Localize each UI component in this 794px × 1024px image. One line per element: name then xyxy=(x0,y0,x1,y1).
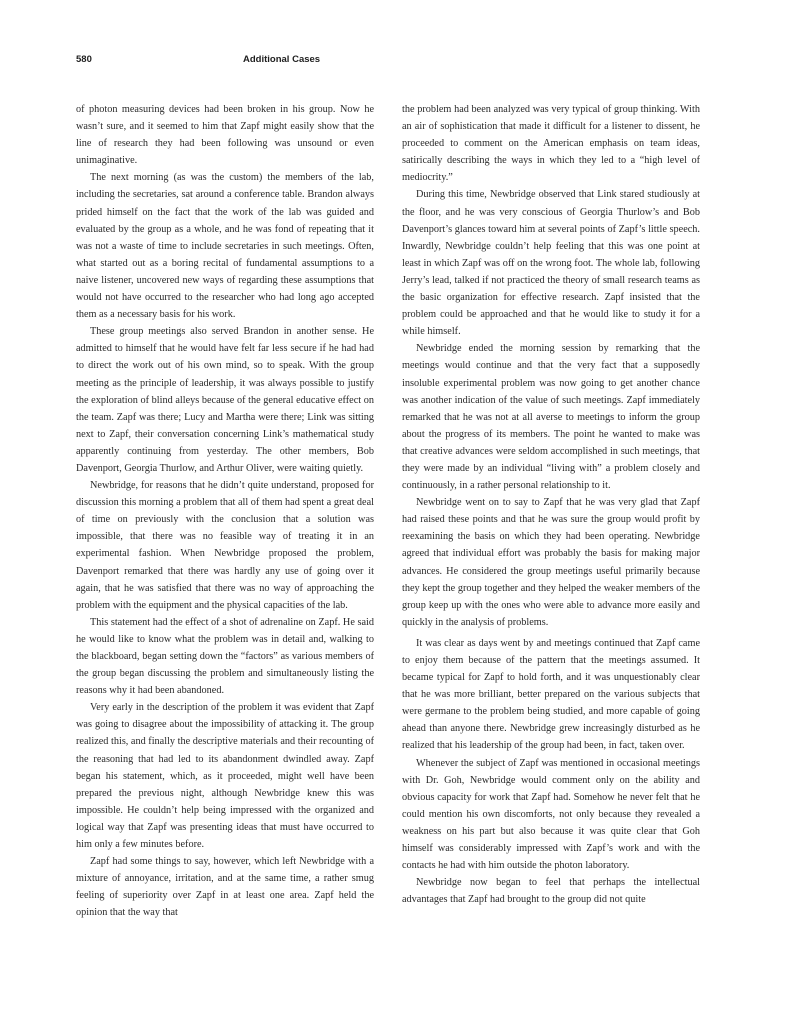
paragraph: the problem had been analyzed was very typical of group thinking. With an air of sophistication that made it difficult for a listener to dissent, he proceeded to comment on the American emphasis on team ideas, satirically describing the ways in which they led to a “high level of mediocrity.” xyxy=(402,104,700,184)
paragraph: This statement had the effect of a shot of adrenaline on Zapf. He said he would like to know what the problem was in detail and, walking to the blackboard, began setting down the “factors” as various members of the group began discussing the problem and simultaneously listing the reasons why it had been abandoned. xyxy=(76,616,374,697)
paragraph: The next morning (as was the custom) the members of the lab, including the secretaries, sat around a conference table. Brandon always prided himself on the fact that the work of the lab was guided and evaluated by the group as a whole, and he was fond of repeating that it was not a waste of time to include secretaries in such meetings. Often, what started out as a boring recital of fundamental assumptions to a naive listener, uncovered new ways of regarding these assumptions that would not have occurred to the researcher who had long ago accepted them as a necessary basis for his work. xyxy=(76,172,374,321)
left-column xyxy=(76,101,374,961)
paragraph: It was clear as days went by and meetings continued that Zapf came to enjoy them because of the pattern that the meetings assumed. It became typical for Zapf to hold forth, and it was unquestionably clear that he was more brilliant, better prepared on the various subjects that were germane to the problem being studied, and more capable of going ahead than anyone there. Newbridge grew increasingly disturbed as he realized that his leadership of the group had been, in fact, taken over. xyxy=(402,637,700,752)
paragraph: Very early in the description of the problem it was evident that Zapf was going to disagree about the impossibility of attacking it. The group realized this, and finally the descriptive materials and their recounting of the reasoning that had led to its abandonment dwindled away. Zapf began his statement, which, as it proceeded, might well have been prepared the previous night, although Newbridge knew this was impossible. He couldn’t help being impressed with the organized and logical way that Zapf was presenting ideas that must have occurred to him only a few minutes before. xyxy=(76,702,374,851)
paragraph: Zapf had some things to say, however, which left Newbridge with a mixture of annoyance, irritation, and at the same time, a rather smug feeling of superiority over Zapf in at least one area. Zapf held the opinion that the way that xyxy=(76,856,374,919)
paragraph: These group meetings also served Brandon in another sense. He admitted to himself that he would have felt far less secure if he had had to direct the work out of his own mind, so to speak. With the group meeting as the principle of leadership, it was always possible to justify the exploration of blind alleys because of the general educative effect on the team. Zapf was there; Lucy and Martha were there; Link was sitting next to Zapf, their conversation concerning Link’s mathematical study apparently continuing from yesterday. The other members, Bob Davenport, Georgia Thurlow, and Arthur Oliver, were waiting quietly. xyxy=(76,326,374,474)
running-head: Additional Cases xyxy=(243,54,321,65)
paragraph: Newbridge ended the morning session by remarking that the meetings would continue and that the very fact that a supposedly insoluble experimental problem was now going to get another chance was another indication of the value of such meetings. Zapf immediately remarked that he was not at all averse to meetings to inform the group about the progress of its members. The point he wanted to make was that creative advances were seldom accomplished in such meetings, that they were made by an individual “living with” a problem closely and continuously, in a rather personal relationship to it. xyxy=(402,343,700,492)
paragraph: Whenever the subject of Zapf was mentioned in occasional meetings with Dr. Goh, Newbridge would comment only on the ability and obvious capacity for work that Zapf had. Somehow he never felt that he could mention his own discomforts, not only because they revealed a weakness on his part but also because it was quite clear that Goh himself was considerably impressed with Zapf’s work and with the contacts he had with him outside the photon laboratory. xyxy=(402,757,700,872)
paragraph: Newbridge now began to feel that perhaps the intellectual advantages that Zapf had brought to the group did not quite xyxy=(402,877,700,906)
paragraph: of photon measuring devices had been broken in his group. Now he wasn’t sure, and it seemed to him that Zapf might easily show that the line of research they had been following was unsound or even unimaginative. xyxy=(76,104,374,167)
right-column xyxy=(402,101,700,961)
paragraph: Newbridge went on to say to Zapf that he was very glad that Zapf had raised these points and that he was sure the group would profit by reexamining the basis on which they had been operating. Newbridge agreed that individual effort was probably the basis for making major advances. He considered the group meetings useful primarily because they kept the group together and they helped the weaker members of the group keep up with the ones who were able to advance more easily and quickly in the analysis of problems. xyxy=(402,497,700,628)
paragraph: During this time, Newbridge observed that Link stared studiously at the floor, and he was very conscious of Georgia Thurlow’s and Bob Davenport’s glances toward him at several points of Zapf’s little speech. Inwardly, Newbridge couldn’t help feeling that this was one point at least in which Zapf was off on the wrong foot. The whole lab, following Jerry’s lead, talked if not practiced the theory of small research teams as the basic organization for effective research. Zapf insisted that the problem could be approached and that he would like to study it for a while himself. xyxy=(402,189,700,338)
paragraph: Newbridge, for reasons that he didn’t quite understand, proposed for discussion this morning a problem that all of them had spent a great deal of time on previously with the conclusion that a solution was impossible, that there was no feasible way of treating it in an experimental fashion. When Newbridge proposed the problem, Davenport remarked that there was hardly any use of going over it again, that he was satisfied that there was no way of approaching the problem with the equipment and the physical capacities of the lab. xyxy=(76,480,374,611)
page-header xyxy=(76,54,726,70)
page-number: 580 xyxy=(76,54,92,65)
